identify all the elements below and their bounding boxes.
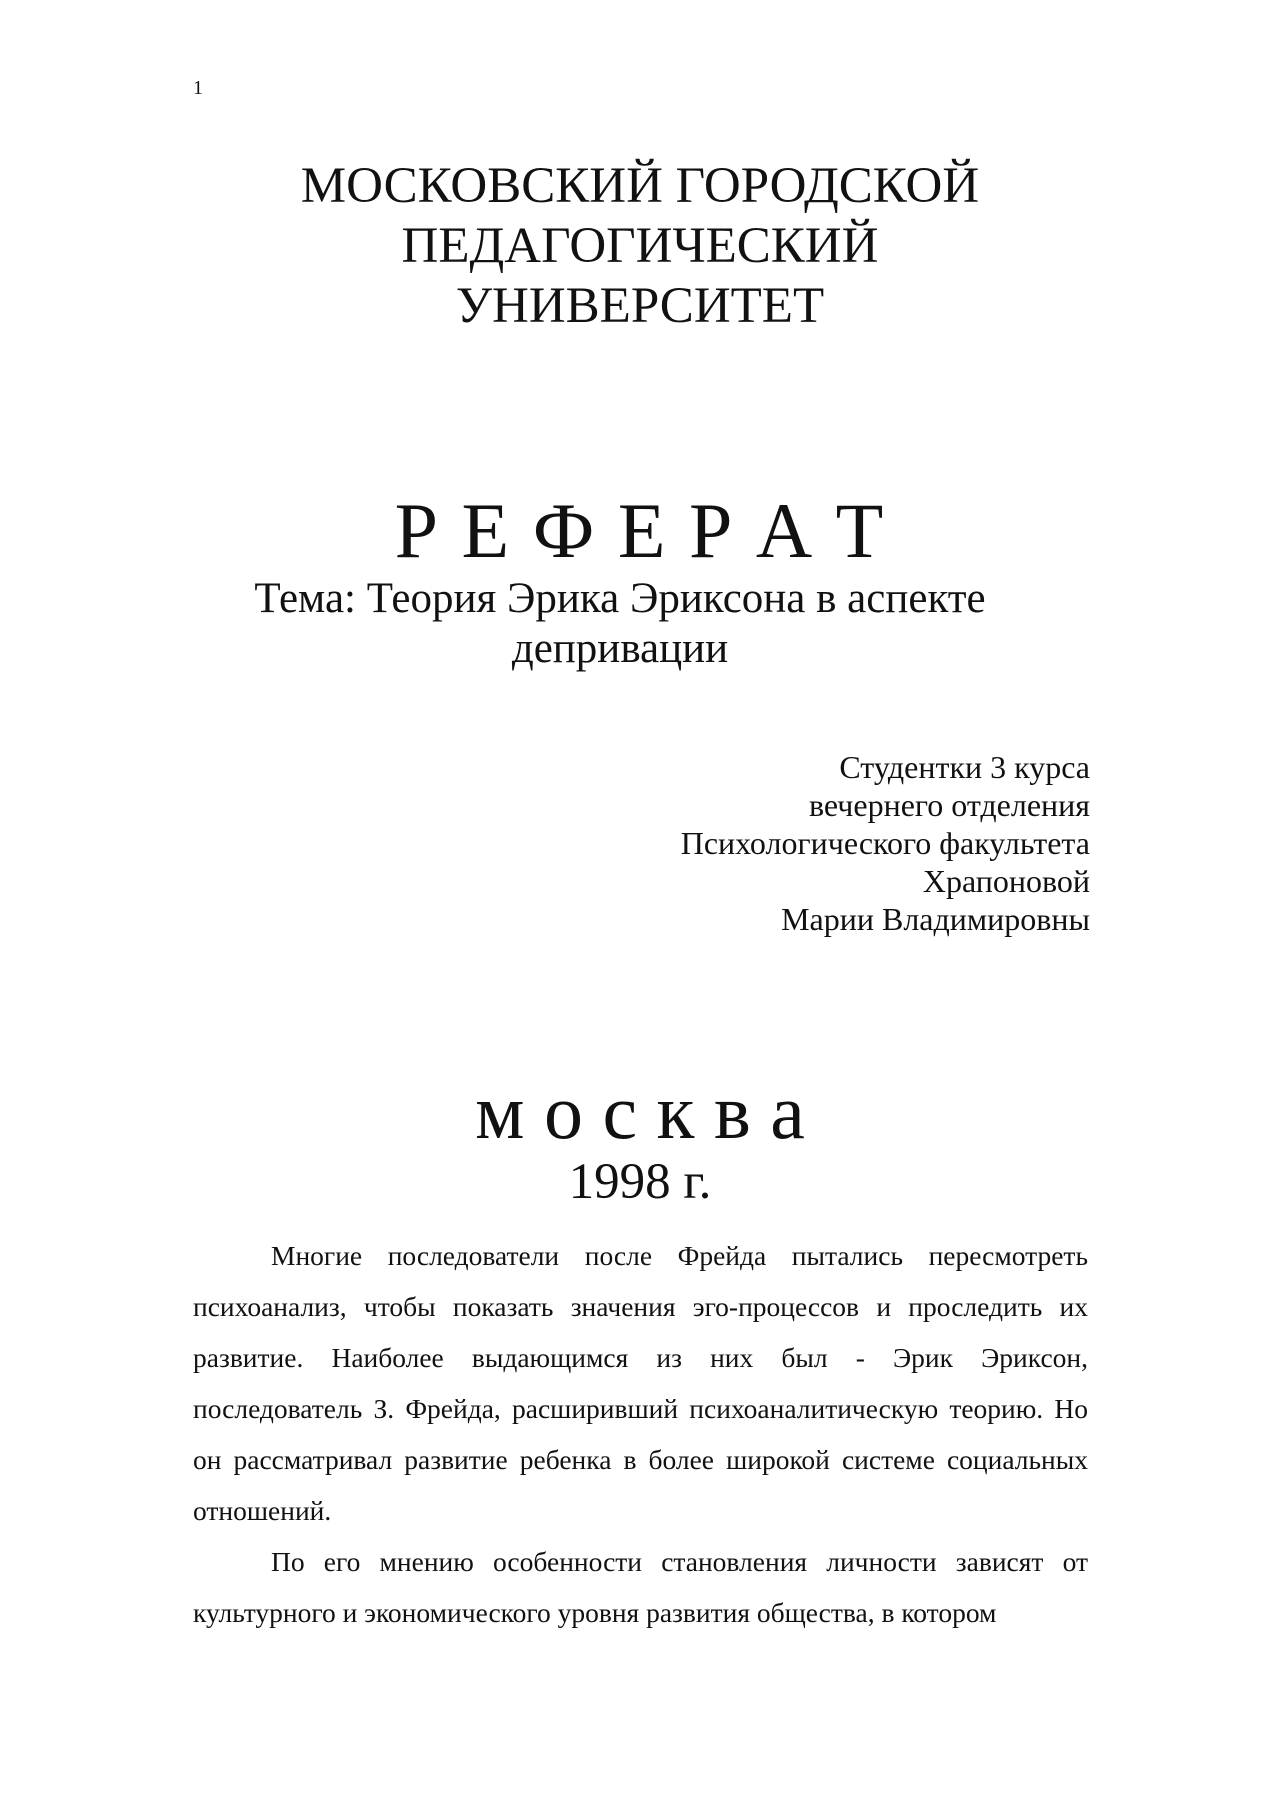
paragraph-1: Многие последователи после Фрейда пытались пересмотреть психоанализ, чтобы показать значения эго-процессов и проследить их развитие. Наиболее выдающимся из них был - Эрик Эриксон, последователь З. Фрейда, расширивший психоаналитическую теорию. Но он рассматривал развитие ребенка в более широкой системе социальных отношений. [193, 1240, 1088, 1526]
city-heading: м о с к в а [475, 1068, 805, 1155]
paragraph-2: По его мнению особенности становления личности зависят от культурного и экономического уровня развития общества, в котором [193, 1546, 1088, 1628]
university-title-line-3: УНИВЕРСИТЕТ [455, 278, 825, 334]
university-title [0, 156, 1280, 336]
author-line-5: Марии Владимировны [781, 901, 1090, 937]
topic-line-2: депривации [511, 625, 729, 672]
author-line-1: Студентки 3 курса [839, 749, 1090, 785]
body-text [193, 1230, 1088, 1638]
topic-heading [200, 574, 1040, 674]
university-title-line-2: ПЕДАГОГИЧЕСКИЙ [401, 218, 879, 274]
document-type-heading: Р Е Ф Е Р А Т [394, 487, 886, 574]
author-line-3: Психологического факультета [680, 825, 1090, 861]
university-title-line-1: МОСКОВСКИЙ ГОРОДСКОЙ [300, 158, 980, 214]
author-line-4: Храпоновой [922, 863, 1090, 899]
topic-line-1: Тема: Теория Эрика Эриксона в аспекте [254, 575, 986, 622]
page-number: 1 [193, 77, 203, 99]
author-line-2: вечернего отделения [808, 787, 1090, 823]
year-heading: 1998 г. [568, 1154, 712, 1210]
author-block [681, 748, 1090, 938]
